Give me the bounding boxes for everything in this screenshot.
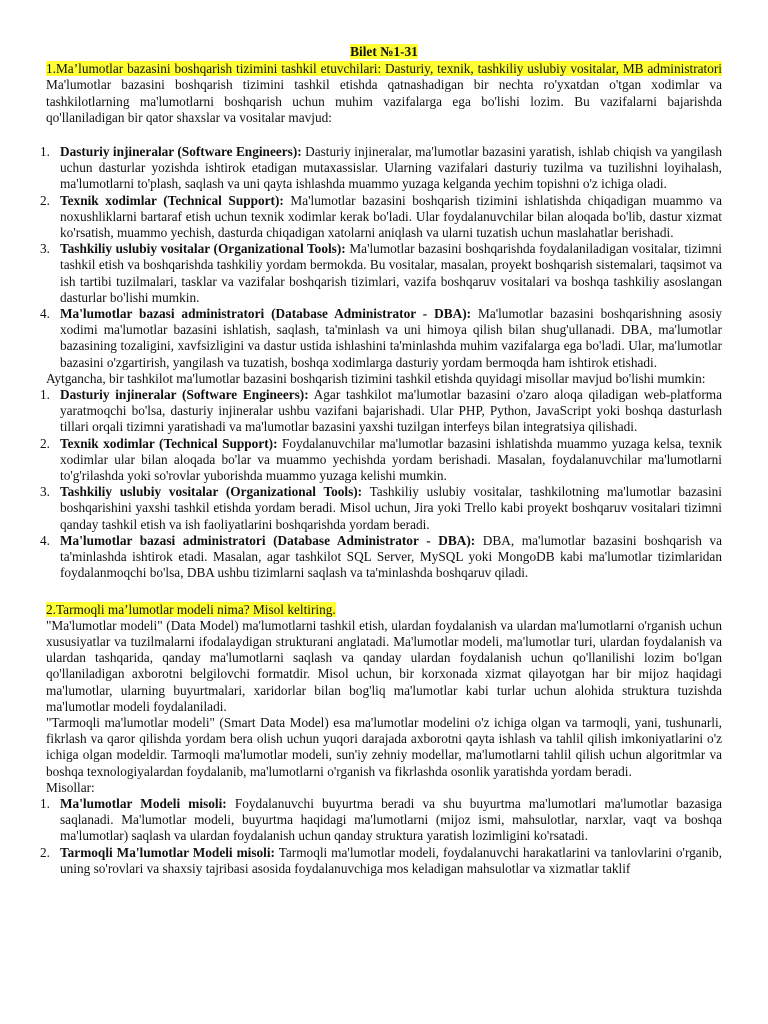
list-item: 2. Tarmoqli Ma'lumotlar Modeli misoli: Tarmoqli ma'lumotlar modeli, foydalanuvchi harakatlarini va tanlovlarini o'rganib, uning so'rovlari va shaxsiy tajribasi asosida foydalanuvchiga mos keladigan mahsulotlar va xizmatlar taklif: [40, 844, 722, 876]
data-model-paragraph: "Ma'lumotlar modeli" (Data Model) ma'lumotlarni tashkil etish, ulardan foydalanish va ulardan ma'lumotlarni o'rganish uchun xususiyatlar va tuzilmalarni ifodalaydigan strukturani anglatadi. Ma'lumotlar modeli, ma'lumotlar turi, ulardan foydalanish va ulardan tashqarida, qanday ma'lumotlarni saqlash va qanday ulardan foydalanish uchun qo'llanilishi lozim bo'lgan qo'llaniladigan axborotni belgilovchi formatdir. Misol uchun, bir korxonada xizmat qilayotgan har bir mijoz haqidagi ma'lumotlar, ularning buyurtmalari, xaridorlar bilan bog'liq ma'lumotlar kabi turlar uchun alohida struktura tuzishda ma'lumotlar modeli foydalaniladi.: [46, 617, 722, 714]
list-item: 1. Dasturiy injineralar (Software Engineers): Agar tashkilot ma'lumotlar bazasini o'zaro aloqa qiladigan web-platforma yaratmoqchi bo'lsa, dasturiy injineralar ushbu vazifani bajarishadi. Ular PHP, Python, JavaScript yoki boshqa dasturlash tillari orqali tizimni yaratishadi va ma'lumotlar bazasini yaxshi tuzilgan interfeys bilan integratsiya qilishadi.: [40, 387, 722, 435]
list-item: 1. Ma'lumotlar Modeli misoli: Foydalanuvchi buyurtma beradi va shu buyurtma ma'lumotlari ma'lumotlar bazasiga saqlanadi. Ma'lumotlar modeli, buyurtma haqidagi ma'lumotlarni (mijoz ismi, mahsulotlar, narxlar, vaqt va boshqa ma'lumotlar) saqlash va ulardan foydalanish uchun qanday struktura yaratish lozimligini ko'rsatadi.: [40, 795, 722, 844]
list-item: 3. Tashkiliy uslubiy vositalar (Organizational Tools): Tashkiliy uslubiy vositalar, tashkilotning ma'lumotlar bazasini boshqarishini yaxshi tashkil etishda yordam beradi. Misol uchun, Jira yoki Trello kabi proyekt boshqaruv vositalari tizimni qanday tashkil etish va ish faoliyatlarini boshqarishda yordam beradi.: [40, 484, 723, 532]
examples-list: [40, 387, 723, 581]
ticket-title: Bilet №1-31: [350, 44, 418, 59]
question-2-heading: 2.Tarmoqli ma’lumotlar modeli nima? Misol keltiring.: [46, 601, 336, 617]
list-item: 4. Ma'lumotlar bazasi administratori (Database Administrator - DBA): Ma'lumotlar bazasini boshqarishning asosiy xodimi ma'lumotlar bazasini ishlatish, saqlash, ta'minlash va uni himoya qilish bilan shug'ullanadi. DBA, ma'lumotlar bazasining tozaligini, xavfsizligini va dastur ustida ishlashini ta'minlashda muhim vazifalarga ega bo'ladi. Ular, ma'lumotlar bazasini o'zgartirish, yangilash va tuzatish, boshqa xodimlarga dasturiy yordam bermoqda ham ishtirok etishadi.: [40, 306, 722, 370]
list-item: 4. Ma'lumotlar bazasi administratori (Database Administrator - DBA): DBA, ma'lumotlar bazasini boshqarish va ta'minlashda ishtirok etadi. Masalan, agar tashkilot SQL Server, MySQL yoki MongoDB kabi ma'lumotlar tizimlaridan foydalanmoqchi bo'lsa, DBA ushbu tizimlarni saqlash va ta'minlashda boshqaruv qiladi.: [40, 532, 722, 581]
question-1-paragraph: [46, 61, 722, 126]
question-1-heading: 1.Ma’lumotlar bazasini boshqarish tizimini tashkil etuvchilari: Dasturiy, texnik, tashkiliy uslubiy vositalar, MB administratori: [46, 61, 722, 77]
list-item: 1. Dasturiy injineralar (Software Engineers): Dasturiy injineralar, ma'lumotlar bazasini yaratish, ishlab chiqish va yangilash uchun dasturlar yozishda ishtirok etadigan mutaxassislar. Ularning vazifalari dasturiy tuzilma va tuzilishni loyihalash, ma'lumotlarni to'plash, saqlash va uni qayta ishlashda muammo yuzaga kelganda yechim topishni o'z ichiga oladi.: [40, 144, 722, 192]
examples-label: Misollar:: [46, 779, 95, 795]
list-item: 2. Texnik xodimlar (Technical Support): Foydalanuvchilar ma'lumotlar bazasini ishlatishda muammo yuzaga kelsa, texnik xodimlar ular bilan aloqada bo'lar va muammo yechishda yordam berishadi. Masalan, foydalanuvchilar ma'lumotlarni to'g'rilashda yoki so'rovlar yuborishda muammo yuzaga kelishi mumkin.: [40, 435, 722, 484]
list-item: 2. Texnik xodimlar (Technical Support): Ma'lumotlar bazasini boshqarish tizimini ishlatishda chiqadigan muammo va noxushliklarni bartaraf etish uchun texnik xodimlar kerak bo'ladi. Ular foydalanuvchilar bilan aloqada bo'lib, dastur xizmat ko'rsatish, muammo yechish, dasturda chiqadigan xatolarni aniqlash va ularni tuzatish uchun maslahatlar berishadi.: [40, 192, 722, 241]
question-2-paragraph: [46, 602, 722, 618]
examples-intro: Aytgancha, bir tashkilot ma'lumotlar bazasini boshqarish tizimini tashkil etishda quyidagi misollar mavjud bo'lishi mumkin:: [46, 370, 706, 386]
question-1-intro: Ma'lumotlar bazasini boshqarish tizimini tashkil etishda qatnashadigan bir nechta ro'yxatdan o'tgan xodimlar va tashkilotlarning ma'lumotlarni boshqarish uchun muhim vazifalarga ega bo'lishi lozim. Bu vazifalarni bajarishda qo'llaniladigan bir qator shaxslar va vositalar mavjud:: [46, 77, 722, 125]
list-item: 3. Tashkiliy uslubiy vositalar (Organizational Tools): Ma'lumotlar bazasini boshqarishda foydalaniladigan vositalar, tizimni tashkil etish va boshqarishda tashkiliy yordam bermokda. Bu vositalar, masalan, proyekt boshqarish sistemalari, taqsimot va ish tartibi tuzilmalari, tasklar va vazifalar boshqarish tizimlari, vazifa boshqaruv vositalari va boshqa tashkiliy asoslangan dasturlar bo'lishi mumkin.: [40, 241, 723, 305]
smart-data-model-paragraph: "Tarmoqli ma'lumotlar modeli" (Smart Data Model) esa ma'lumotlar modelini o'z ichiga olgan va tarmoqli, yani, tushunarli, fikrlash va qaror qilishda yordam bera olish uchun yuqori darajada axborotni qayta ishlash va tahlil qilish imkoniyatlarini o'z ichiga olgan modeldir. Tarmoqli ma'lumotlar modeli, sun'iy zehniy modellar, ma'lumotlarni tahlil qilish uchun algoritmlar va boshqa texnologiyalardan foydalanib, ma'lumotlarni o'rganish va fikrlashda osonlik yaratishda yordam beradi.: [46, 714, 722, 779]
components-list: [40, 144, 723, 371]
model-examples-list: [40, 795, 722, 877]
